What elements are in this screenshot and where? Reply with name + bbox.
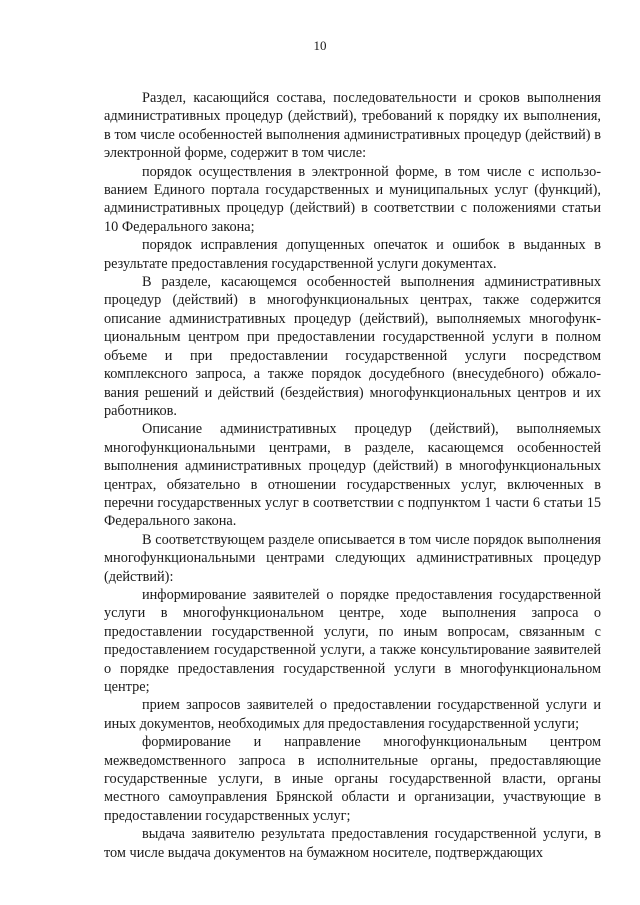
paragraph-electronic-procedure: порядок осуществления в электронной форме, в том числе с использованием Единого портала государственных и муниципальных услуг (функций), административных процедур (действий) в соответствии с положениями статьи 10 Федерального закона; (104, 163, 601, 235)
paragraph-section-composition: Раздел, касающийся состава, последовательности и сроков выполнения административных процедур (действий), требований к порядку их выполнения, в том числе особенностей выполнения административных процедур (действий) в электронной форме, содержит в том числе: (104, 90, 601, 162)
paragraph-mfc-section: В разделе, касающемся особенностей выполнения административных процедур (действий) в многофункциональных центрах, также содержится описание административных процедур (действий), выполняемых многофункциональным центром при предоставлении государственной услуги в полном объеме и при предоставлении государственной услуги посредством комплексного запроса, а также порядок досудебного (внесудебного) обжалования решений и действий (бездействия) многофункциональных центров и их работников. (104, 274, 601, 419)
paragraph-error-correction: порядок исправления допущенных опечаток и ошибок в выданных в результате предоставления государственной услуги документах. (104, 237, 601, 272)
paragraph-interagency-request: формирование и направление многофункциональным центром межведомственного запроса в исполнительные органы, предоставляющие государственные услуги, в иные органы государственной власти, органы местного самоуправления Брянской области и организации, участвующие в предоставлении государственных услуг; (104, 734, 601, 824)
paragraph-procedures-intro: В соответствующем разделе описывается в том числе порядок выполнения многофункциональными центрами следующих административных процедур (действий): (104, 531, 601, 585)
paragraph-result-issuance: выдача заявителю результата предоставления государственной услуги, в том числе выдача документов на бумажном носителе, подтверждающих (104, 826, 601, 861)
document-body (104, 89, 601, 862)
paragraph-reception: прием запросов заявителей о предоставлении государственной услуги и иных документов, необходимых для предоставления государственной услуги; (104, 697, 601, 732)
paragraph-informing: информирование заявителей о порядке предоставления государственной услуги в многофункциональном центре, ходе выполнения запроса о предоставлении государственной услуги, по иным вопросам, связанным с предоставлением государственной услуги, а также консультирование заявителей о порядке предоставления государственной услуги в многофункциональном центре; (104, 586, 601, 695)
page-number: 10 (313, 38, 327, 53)
paragraph-mfc-description: Описание административных процедур (действий), выполняемых многофункциональными центрами, в разделе, касающемся особенностей выполнения административных процедур (действий) в многофункциональных центрах, обязательно в отношении государственных услуг, включенных в перечни государственных услуг в соответствии с подпунктом 1 части 6 статьи 15 Федерального закона. (104, 421, 601, 530)
